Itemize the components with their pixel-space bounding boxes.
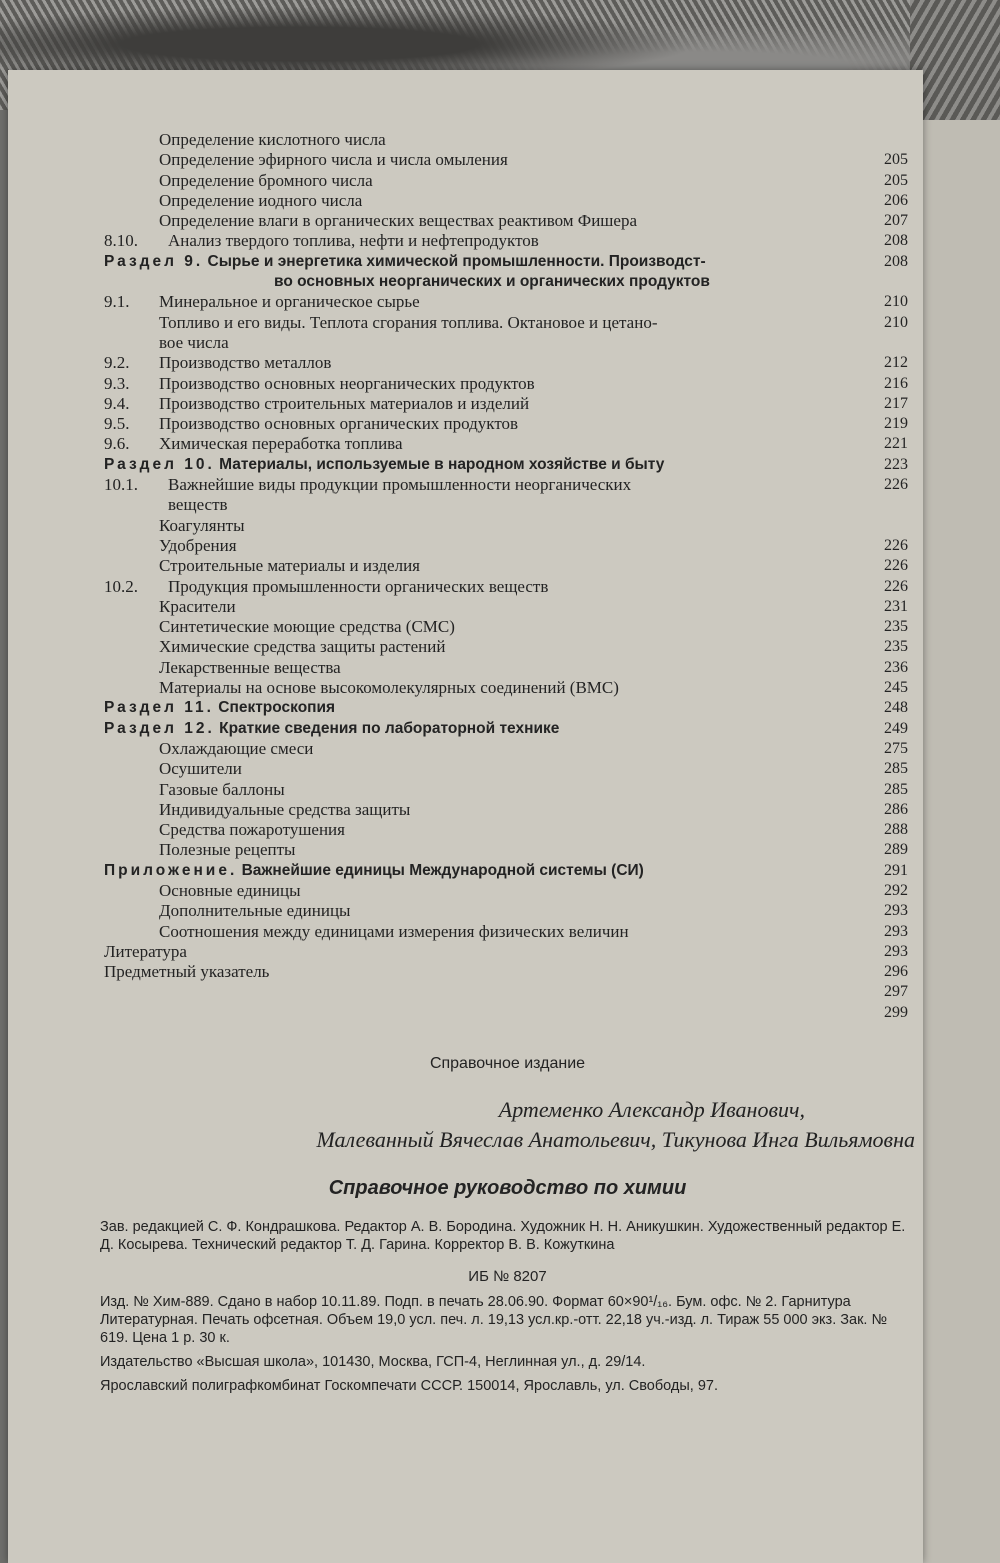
toc-row — [104, 840, 908, 860]
toc-section-number: 9.1. — [104, 292, 130, 312]
toc-page-number: 289 — [884, 841, 908, 859]
toc-page-number: 297 — [884, 983, 908, 1001]
toc-entry-title: Синтетические моющие средства (СМС) — [159, 617, 455, 637]
toc-section-heading — [104, 252, 706, 272]
toc-entry-title: Производство металлов — [159, 353, 332, 373]
toc-entry-title: Производство строительных материалов и изделий — [159, 393, 530, 413]
toc-row — [104, 414, 908, 434]
toc-entry-title: веществ — [168, 495, 228, 515]
toc-row — [104, 373, 908, 394]
toc-row — [104, 495, 904, 515]
toc-entry-title: Определение влаги в органических веществах реактивом Фишера — [159, 211, 637, 231]
book-title: Справочное руководство по химии — [328, 1177, 687, 1199]
toc-entry-title: Лекарственные вещества — [159, 657, 341, 677]
toc-row — [104, 130, 904, 150]
toc-page-number: 226 — [884, 557, 908, 575]
toc-row — [104, 880, 908, 901]
toc-page-number: 248 — [884, 699, 908, 717]
toc-page-number: 245 — [884, 679, 908, 697]
toc-row — [104, 434, 908, 454]
toc-page-number: 216 — [884, 374, 908, 392]
toc-entry-title: Важнейшие виды продукции промышленности неорганических — [168, 475, 632, 495]
reference-edition-label: Справочное издание — [429, 1055, 586, 1072]
toc-entry-title: Литература — [104, 941, 187, 961]
toc-row — [104, 190, 908, 211]
toc-row — [104, 596, 908, 617]
toc-section-label: Раздел 9. — [104, 252, 204, 270]
toc-page-number: 212 — [884, 354, 908, 372]
toc-row — [104, 535, 908, 556]
toc-row — [104, 455, 908, 475]
toc-row — [104, 231, 908, 251]
toc-entry-title: Индивидуальные средства защиты — [159, 799, 411, 819]
toc-row — [104, 516, 904, 536]
toc-row — [104, 982, 908, 1002]
toc-section-heading — [104, 455, 664, 475]
toc-page-number: 292 — [884, 881, 908, 899]
toc-section-number: 9.2. — [104, 353, 130, 373]
authors — [100, 1095, 915, 1155]
toc-entry-title: Осушители — [159, 759, 242, 779]
toc-entry-title: Полезные рецепты — [159, 840, 296, 860]
toc-entry-title: Удобрения — [159, 535, 237, 555]
toc-page-number: 286 — [884, 800, 908, 818]
toc-row — [104, 475, 908, 495]
toc-entry-title: Красители — [159, 596, 236, 616]
ib-number: ИБ № 8207 — [468, 1268, 547, 1285]
toc-section-title: Спектроскопия — [218, 699, 336, 717]
toc-section-label: Раздел 10. — [104, 455, 215, 473]
toc-page-number: 275 — [884, 739, 908, 757]
toc-row — [104, 272, 904, 292]
toc-section-number: 9.3. — [104, 373, 130, 393]
toc-row — [104, 353, 908, 373]
toc-row — [104, 637, 908, 657]
toc-entry-title: Средства пожаротушения — [159, 820, 345, 840]
table-of-contents — [104, 130, 908, 1023]
toc-entry-title: Производство основных органических продуктов — [159, 414, 519, 434]
toc-section-heading — [104, 861, 644, 881]
author-line-1: Артеменко Александр Иванович, — [498, 1097, 805, 1122]
toc-page-number: 249 — [884, 719, 908, 737]
toc-page-number: 231 — [884, 597, 908, 615]
toc-entry-title: Производство основных неорганических продуктов — [159, 373, 535, 393]
toc-page-number: 205 — [884, 171, 908, 189]
toc-page-number: 223 — [884, 455, 908, 473]
printer-address: Ярославский полиграфкомбинат Госкомпечати СССР. 150014, Ярославль, ул. Свободы, 97. — [100, 1378, 719, 1394]
toc-entry-title: Определение эфирного числа и числа омыления — [159, 150, 508, 170]
toc-entry-title: Определение кислотного числа — [159, 130, 386, 149]
toc-entry-title: Минеральное и органическое сырье — [159, 292, 420, 312]
toc-page-number: 226 — [884, 536, 908, 554]
toc-page-number: 226 — [884, 476, 908, 494]
toc-section-label: Раздел 12. — [104, 719, 215, 737]
toc-section-heading — [104, 719, 559, 739]
toc-page-number: 293 — [884, 902, 908, 920]
adjacent-page-edge — [918, 120, 1000, 1563]
toc-section-title: Важнейшие единицы Международной системы (СИ) — [241, 861, 644, 879]
toc-section-number: 10.1. — [104, 475, 138, 495]
toc-row — [104, 393, 908, 414]
toc-row — [104, 901, 908, 921]
editorial-credits: Зав. редакцией С. Ф. Кондрашкова. Редактор А. В. Бородина. Художник Н. Н. Аникушкин. Художественный редактор Е. Д. Косырева. Технический редактор Т. Д. Гарина. Корректор В. В. Кожуткина — [100, 1219, 906, 1253]
toc-entry-title: Дополнительные единицы — [159, 901, 351, 921]
toc-section-title: Краткие сведения по лабораторной технике — [219, 719, 560, 737]
toc-section-label: Раздел 11. — [104, 699, 214, 717]
toc-row — [104, 941, 908, 962]
toc-row — [104, 150, 908, 170]
toc-section-label: Приложение. — [104, 861, 238, 879]
publisher-address: Издательство «Высшая школа», 101430, Москва, ГСП-4, Неглинная ул., д. 29/14. — [100, 1354, 646, 1370]
toc-page-number: 205 — [884, 151, 908, 169]
toc-page-number: 235 — [884, 638, 908, 656]
toc-entry-title: во основных неорганических и органических продуктов — [274, 273, 710, 291]
toc-section-title: Сырье и энергетика химической промышленности. Производст- — [207, 252, 706, 270]
toc-entry-title: Химическая переработка топлива — [159, 434, 403, 454]
toc-entry-title: Предметный указатель — [104, 962, 270, 982]
toc-row — [104, 292, 908, 312]
toc-row — [104, 921, 908, 942]
toc-row — [104, 657, 908, 678]
toc-section-number: 8.10. — [104, 231, 138, 251]
toc-entry-title: Определение бромного числа — [159, 170, 373, 190]
toc-row — [104, 779, 908, 800]
toc-row — [104, 170, 908, 191]
toc-row — [104, 962, 908, 982]
toc-page-number: 208 — [884, 232, 908, 250]
toc-section-number: 9.6. — [104, 434, 130, 454]
toc-section-number: 9.5. — [104, 414, 130, 434]
toc-entry-title: Газовые баллоны — [159, 779, 285, 799]
toc-entry-title: Основные единицы — [159, 880, 301, 900]
toc-page-number: 206 — [884, 191, 908, 209]
toc-page-number: 291 — [884, 861, 908, 879]
toc-page-number: 236 — [884, 658, 908, 676]
toc-section-heading — [104, 698, 335, 718]
toc-entry-title: Химические средства защиты растений — [159, 637, 446, 657]
toc-row — [104, 312, 908, 333]
toc-section-number: 10.2. — [104, 576, 138, 596]
toc-row — [104, 211, 908, 231]
toc-row — [104, 719, 908, 739]
toc-entry-title: Топливо и его виды. Теплота сгорания топлива. Октановое и цетано- — [159, 312, 658, 332]
toc-row — [104, 738, 908, 759]
toc-entry-title: Строительные материалы и изделия — [159, 556, 420, 576]
toc-section-title: Материалы, используемые в народном хозяйстве и быту — [219, 455, 665, 473]
toc-page-number: 293 — [884, 922, 908, 940]
toc-row — [104, 698, 908, 718]
toc-row — [104, 861, 908, 881]
toc-page-number: 221 — [884, 435, 908, 453]
toc-page-number: 285 — [884, 780, 908, 798]
toc-page-number: 299 — [884, 1003, 908, 1021]
imprint-block — [100, 1055, 915, 1395]
toc-row — [104, 617, 908, 637]
toc-page-number: 226 — [884, 577, 908, 595]
toc-entry-title: Анализ твердого топлива, нефти и нефтепродуктов — [168, 231, 539, 251]
toc-page-number: 219 — [884, 415, 908, 433]
toc-row — [104, 1003, 908, 1023]
toc-row — [104, 333, 904, 353]
toc-row — [104, 678, 908, 698]
toc-page-number: 296 — [884, 963, 908, 981]
toc-entry-title: Охлаждающие смеси — [159, 738, 314, 758]
toc-page-number: 207 — [884, 212, 908, 230]
toc-row — [104, 576, 908, 597]
toc-page-number: 210 — [884, 293, 908, 311]
toc-section-number: 9.4. — [104, 393, 130, 413]
toc-page-number: 235 — [884, 618, 908, 636]
toc-page-number: 288 — [884, 821, 908, 839]
toc-entry-title: Продукция промышленности органических веществ — [168, 576, 549, 596]
toc-row — [104, 556, 908, 576]
print-details: Изд. № Хим-889. Сдано в набор 10.11.89. Подп. в печать 28.06.90. Формат 60×90¹/₁₆. Бум. офс. № 2. Гарнитура Литературная. Печать офсетная. Объем 19,0 усл. печ. л. 19,13 усл.кр.-отт. 22,18 уч.-изд. л. Тираж 55 000 экз. Зак. № 619. Цена 1 р. 30 к. — [100, 1294, 888, 1346]
toc-row — [104, 252, 908, 272]
toc-page-number: 208 — [884, 252, 908, 270]
toc-entry-title: Определение иодного числа — [159, 190, 363, 210]
toc-page-number: 217 — [884, 394, 908, 412]
toc-page-number: 210 — [884, 313, 908, 331]
toc-entry-title: Материалы на основе высокомолекулярных соединений (ВМС) — [159, 678, 619, 698]
author-line-2: Малеванный Вячеслав Анатольевич, Тикунова Инга Вильямовна — [316, 1127, 915, 1152]
toc-entry-title: Соотношения между единицами измерения физических величин — [159, 921, 629, 941]
toc-row — [104, 820, 908, 840]
toc-row — [104, 799, 908, 820]
toc-page-number: 285 — [884, 760, 908, 778]
toc-page-number: 293 — [884, 942, 908, 960]
toc-entry-title: вое числа — [159, 332, 229, 352]
toc-entry-title: Коагулянты — [159, 515, 245, 535]
toc-row — [104, 759, 908, 779]
